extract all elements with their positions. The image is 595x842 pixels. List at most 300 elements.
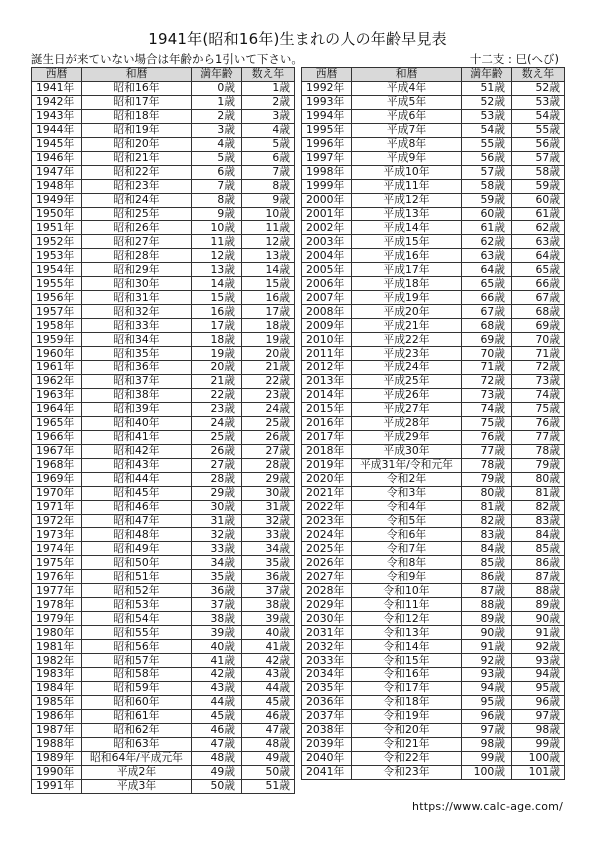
table-row <box>32 81 295 95</box>
japanese-era-cell: 昭和46年 <box>82 500 192 514</box>
table-row <box>302 556 565 570</box>
western-year-cell: 1950年 <box>32 207 82 221</box>
japanese-era-cell: 昭和45年 <box>82 486 192 500</box>
kazoe-age-cell: 59歳 <box>512 179 565 193</box>
western-year-cell: 2034年 <box>302 667 352 681</box>
western-year-cell: 1968年 <box>32 458 82 472</box>
japanese-era-cell: 令和21年 <box>352 737 462 751</box>
table-row <box>32 109 295 123</box>
western-year-cell: 2024年 <box>302 528 352 542</box>
kazoe-age-cell: 94歳 <box>512 667 565 681</box>
kazoe-age-cell: 18歳 <box>242 319 295 333</box>
table-row <box>302 472 565 486</box>
kazoe-age-cell: 92歳 <box>512 640 565 654</box>
kazoe-age-cell: 37歳 <box>242 584 295 598</box>
header-western-year: 西暦 <box>32 68 82 82</box>
full-age-cell: 88歳 <box>462 598 512 612</box>
full-age-cell: 83歳 <box>462 528 512 542</box>
age-table-right <box>301 67 565 780</box>
kazoe-age-cell: 53歳 <box>512 95 565 109</box>
western-year-cell: 2023年 <box>302 514 352 528</box>
full-age-cell: 5歳 <box>192 151 242 165</box>
western-year-cell: 1986年 <box>32 709 82 723</box>
japanese-era-cell: 昭和36年 <box>82 361 192 375</box>
full-age-cell: 46歳 <box>192 723 242 737</box>
header-western-year: 西暦 <box>302 68 352 82</box>
kazoe-age-cell: 67歳 <box>512 291 565 305</box>
japanese-era-cell: 昭和51年 <box>82 570 192 584</box>
japanese-era-cell: 令和4年 <box>352 500 462 514</box>
table-row <box>32 165 295 179</box>
japanese-era-cell: 令和15年 <box>352 654 462 668</box>
kazoe-age-cell: 44歳 <box>242 681 295 695</box>
kazoe-age-cell: 68歳 <box>512 305 565 319</box>
full-age-cell: 22歳 <box>192 388 242 402</box>
table-row <box>302 444 565 458</box>
table-row <box>302 737 565 751</box>
japanese-era-cell: 令和5年 <box>352 514 462 528</box>
western-year-cell: 2010年 <box>302 333 352 347</box>
japanese-era-cell: 昭和61年 <box>82 709 192 723</box>
western-year-cell: 1942年 <box>32 95 82 109</box>
full-age-cell: 14歳 <box>192 277 242 291</box>
kazoe-age-cell: 95歳 <box>512 681 565 695</box>
table-row <box>32 737 295 751</box>
kazoe-age-cell: 66歳 <box>512 277 565 291</box>
full-age-cell: 39歳 <box>192 626 242 640</box>
kazoe-age-cell: 62歳 <box>512 221 565 235</box>
japanese-era-cell: 昭和50年 <box>82 556 192 570</box>
table-row <box>32 291 295 305</box>
full-age-cell: 96歳 <box>462 709 512 723</box>
japanese-era-cell: 令和8年 <box>352 556 462 570</box>
table-row <box>302 374 565 388</box>
table-row <box>302 486 565 500</box>
japanese-era-cell: 昭和43年 <box>82 458 192 472</box>
japanese-era-cell: 平成26年 <box>352 388 462 402</box>
western-year-cell: 1981年 <box>32 640 82 654</box>
japanese-era-cell: 昭和59年 <box>82 681 192 695</box>
full-age-cell: 20歳 <box>192 361 242 375</box>
table-row <box>302 165 565 179</box>
full-age-cell: 53歳 <box>462 109 512 123</box>
kazoe-age-cell: 89歳 <box>512 598 565 612</box>
full-age-cell: 59歳 <box>462 193 512 207</box>
kazoe-age-cell: 28歳 <box>242 458 295 472</box>
japanese-era-cell: 昭和62年 <box>82 723 192 737</box>
japanese-era-cell: 平成17年 <box>352 263 462 277</box>
kazoe-age-cell: 97歳 <box>512 709 565 723</box>
kazoe-age-cell: 25歳 <box>242 416 295 430</box>
western-year-cell: 2003年 <box>302 235 352 249</box>
kazoe-age-cell: 56歳 <box>512 137 565 151</box>
japanese-era-cell: 平成21年 <box>352 319 462 333</box>
full-age-cell: 47歳 <box>192 737 242 751</box>
table-row <box>32 598 295 612</box>
western-year-cell: 2015年 <box>302 402 352 416</box>
full-age-cell: 56歳 <box>462 151 512 165</box>
full-age-cell: 67歳 <box>462 305 512 319</box>
table-row <box>302 402 565 416</box>
japanese-era-cell: 令和14年 <box>352 640 462 654</box>
table-row <box>32 556 295 570</box>
western-year-cell: 2037年 <box>302 709 352 723</box>
full-age-cell: 3歳 <box>192 123 242 137</box>
table-row <box>32 249 295 263</box>
full-age-cell: 63歳 <box>462 249 512 263</box>
table-row <box>32 514 295 528</box>
table-row <box>302 179 565 193</box>
kazoe-age-cell: 75歳 <box>512 402 565 416</box>
full-age-cell: 45歳 <box>192 709 242 723</box>
table-row <box>32 779 295 793</box>
kazoe-age-cell: 82歳 <box>512 500 565 514</box>
western-year-cell: 2035年 <box>302 681 352 695</box>
table-row <box>302 277 565 291</box>
table-row <box>32 723 295 737</box>
western-year-cell: 1948年 <box>32 179 82 193</box>
table-row <box>32 626 295 640</box>
kazoe-age-cell: 16歳 <box>242 291 295 305</box>
japanese-era-cell: 昭和56年 <box>82 640 192 654</box>
table-row <box>32 416 295 430</box>
full-age-cell: 62歳 <box>462 235 512 249</box>
kazoe-age-cell: 23歳 <box>242 388 295 402</box>
western-year-cell: 2009年 <box>302 319 352 333</box>
table-row <box>302 305 565 319</box>
table-row <box>32 612 295 626</box>
western-year-cell: 2038年 <box>302 723 352 737</box>
full-age-cell: 87歳 <box>462 584 512 598</box>
western-year-cell: 1996年 <box>302 137 352 151</box>
western-year-cell: 1943年 <box>32 109 82 123</box>
western-year-cell: 2004年 <box>302 249 352 263</box>
kazoe-age-cell: 74歳 <box>512 388 565 402</box>
kazoe-age-cell: 72歳 <box>512 361 565 375</box>
japanese-era-cell: 平成20年 <box>352 305 462 319</box>
table-header-row <box>302 68 565 82</box>
kazoe-age-cell: 90歳 <box>512 612 565 626</box>
japanese-era-cell: 平成15年 <box>352 235 462 249</box>
japanese-era-cell: 昭和26年 <box>82 221 192 235</box>
table-row <box>302 291 565 305</box>
full-age-cell: 71歳 <box>462 361 512 375</box>
western-year-cell: 1976年 <box>32 570 82 584</box>
table-row <box>32 584 295 598</box>
western-year-cell: 1953年 <box>32 249 82 263</box>
western-year-cell: 1992年 <box>302 81 352 95</box>
kazoe-age-cell: 78歳 <box>512 444 565 458</box>
full-age-cell: 1歳 <box>192 95 242 109</box>
japanese-era-cell: 令和23年 <box>352 765 462 779</box>
table-row <box>32 123 295 137</box>
japanese-era-cell: 昭和20年 <box>82 137 192 151</box>
full-age-cell: 23歳 <box>192 402 242 416</box>
kazoe-age-cell: 20歳 <box>242 347 295 361</box>
table-row <box>302 333 565 347</box>
japanese-era-cell: 平成30年 <box>352 444 462 458</box>
japanese-era-cell: 平成18年 <box>352 277 462 291</box>
western-year-cell: 1970年 <box>32 486 82 500</box>
full-age-cell: 30歳 <box>192 500 242 514</box>
full-age-cell: 86歳 <box>462 570 512 584</box>
western-year-cell: 2005年 <box>302 263 352 277</box>
full-age-cell: 40歳 <box>192 640 242 654</box>
western-year-cell: 1972年 <box>32 514 82 528</box>
full-age-cell: 24歳 <box>192 416 242 430</box>
kazoe-age-cell: 36歳 <box>242 570 295 584</box>
full-age-cell: 70歳 <box>462 347 512 361</box>
table-row <box>302 319 565 333</box>
kazoe-age-cell: 76歳 <box>512 416 565 430</box>
kazoe-age-cell: 22歳 <box>242 374 295 388</box>
japanese-era-cell: 昭和58年 <box>82 667 192 681</box>
western-year-cell: 1975年 <box>32 556 82 570</box>
japanese-era-cell: 令和20年 <box>352 723 462 737</box>
western-year-cell: 2020年 <box>302 472 352 486</box>
table-row <box>32 542 295 556</box>
full-age-cell: 79歳 <box>462 472 512 486</box>
western-year-cell: 1990年 <box>32 765 82 779</box>
kazoe-age-cell: 15歳 <box>242 277 295 291</box>
table-row <box>32 207 295 221</box>
western-year-cell: 2011年 <box>302 347 352 361</box>
western-year-cell: 1985年 <box>32 695 82 709</box>
kazoe-age-cell: 50歳 <box>242 765 295 779</box>
full-age-cell: 4歳 <box>192 137 242 151</box>
table-row <box>32 472 295 486</box>
japanese-era-cell: 平成24年 <box>352 361 462 375</box>
japanese-era-cell: 令和22年 <box>352 751 462 765</box>
table-row <box>302 347 565 361</box>
western-year-cell: 2016年 <box>302 416 352 430</box>
western-year-cell: 2026年 <box>302 556 352 570</box>
japanese-era-cell: 昭和38年 <box>82 388 192 402</box>
western-year-cell: 2039年 <box>302 737 352 751</box>
japanese-era-cell: 昭和33年 <box>82 319 192 333</box>
full-age-cell: 27歳 <box>192 458 242 472</box>
full-age-cell: 43歳 <box>192 681 242 695</box>
kazoe-age-cell: 88歳 <box>512 584 565 598</box>
japanese-era-cell: 令和7年 <box>352 542 462 556</box>
japanese-era-cell: 昭和31年 <box>82 291 192 305</box>
table-row <box>32 402 295 416</box>
japanese-era-cell: 昭和22年 <box>82 165 192 179</box>
western-year-cell: 1978年 <box>32 598 82 612</box>
western-year-cell: 1958年 <box>32 319 82 333</box>
kazoe-age-cell: 21歳 <box>242 361 295 375</box>
western-year-cell: 2014年 <box>302 388 352 402</box>
japanese-era-cell: 昭和54年 <box>82 612 192 626</box>
full-age-cell: 10歳 <box>192 221 242 235</box>
western-year-cell: 1997年 <box>302 151 352 165</box>
kazoe-age-cell: 41歳 <box>242 640 295 654</box>
western-year-cell: 1982年 <box>32 654 82 668</box>
japanese-era-cell: 昭和17年 <box>82 95 192 109</box>
full-age-cell: 64歳 <box>462 263 512 277</box>
table-row <box>32 361 295 375</box>
table-row <box>302 681 565 695</box>
zodiac-label: 十二支 : 巳(へび) <box>469 52 559 66</box>
kazoe-age-cell: 58歳 <box>512 165 565 179</box>
table-row <box>32 709 295 723</box>
full-age-cell: 0歳 <box>192 81 242 95</box>
kazoe-age-cell: 4歳 <box>242 123 295 137</box>
kazoe-age-cell: 93歳 <box>512 654 565 668</box>
western-year-cell: 1949年 <box>32 193 82 207</box>
kazoe-age-cell: 86歳 <box>512 556 565 570</box>
table-row <box>302 654 565 668</box>
table-row <box>302 263 565 277</box>
japanese-era-cell: 令和19年 <box>352 709 462 723</box>
full-age-cell: 41歳 <box>192 654 242 668</box>
western-year-cell: 1947年 <box>32 165 82 179</box>
japanese-era-cell: 昭和48年 <box>82 528 192 542</box>
table-row <box>32 681 295 695</box>
western-year-cell: 2036年 <box>302 695 352 709</box>
table-row <box>302 416 565 430</box>
header-japanese-era: 和暦 <box>82 68 192 82</box>
table-row <box>302 695 565 709</box>
kazoe-age-cell: 48歳 <box>242 737 295 751</box>
kazoe-age-cell: 9歳 <box>242 193 295 207</box>
site-url: https://www.calc-age.com/ <box>412 800 563 813</box>
table-row <box>302 528 565 542</box>
western-year-cell: 2031年 <box>302 626 352 640</box>
full-age-cell: 98歳 <box>462 737 512 751</box>
full-age-cell: 77歳 <box>462 444 512 458</box>
table-row <box>302 123 565 137</box>
full-age-cell: 2歳 <box>192 109 242 123</box>
kazoe-age-cell: 65歳 <box>512 263 565 277</box>
table-row <box>32 193 295 207</box>
japanese-era-cell: 平成3年 <box>82 779 192 793</box>
full-age-cell: 75歳 <box>462 416 512 430</box>
table-row <box>302 430 565 444</box>
kazoe-age-cell: 96歳 <box>512 695 565 709</box>
japanese-era-cell: 平成16年 <box>352 249 462 263</box>
japanese-era-cell: 令和2年 <box>352 472 462 486</box>
kazoe-age-cell: 10歳 <box>242 207 295 221</box>
western-year-cell: 1965年 <box>32 416 82 430</box>
japanese-era-cell: 平成27年 <box>352 402 462 416</box>
kazoe-age-cell: 85歳 <box>512 542 565 556</box>
table-row <box>32 305 295 319</box>
full-age-cell: 51歳 <box>462 81 512 95</box>
japanese-era-cell: 平成13年 <box>352 207 462 221</box>
western-year-cell: 1961年 <box>32 361 82 375</box>
western-year-cell: 1988年 <box>32 737 82 751</box>
table-row <box>302 458 565 472</box>
kazoe-age-cell: 46歳 <box>242 709 295 723</box>
table-row <box>32 277 295 291</box>
table-row <box>32 137 295 151</box>
kazoe-age-cell: 84歳 <box>512 528 565 542</box>
birthday-note: 誕生日が来ていない場合は年齢から1引いて下さい。 <box>31 52 303 66</box>
kazoe-age-cell: 14歳 <box>242 263 295 277</box>
western-year-cell: 1993年 <box>302 95 352 109</box>
kazoe-age-cell: 42歳 <box>242 654 295 668</box>
kazoe-age-cell: 81歳 <box>512 486 565 500</box>
table-row <box>32 695 295 709</box>
table-row <box>302 765 565 779</box>
kazoe-age-cell: 45歳 <box>242 695 295 709</box>
kazoe-age-cell: 43歳 <box>242 667 295 681</box>
japanese-era-cell: 令和11年 <box>352 598 462 612</box>
full-age-cell: 19歳 <box>192 347 242 361</box>
kazoe-age-cell: 17歳 <box>242 305 295 319</box>
full-age-cell: 92歳 <box>462 654 512 668</box>
full-age-cell: 72歳 <box>462 374 512 388</box>
japanese-era-cell: 令和3年 <box>352 486 462 500</box>
table-row <box>302 709 565 723</box>
japanese-era-cell: 平成29年 <box>352 430 462 444</box>
header-full-age: 満年齢 <box>192 68 242 82</box>
full-age-cell: 93歳 <box>462 667 512 681</box>
japanese-era-cell: 昭和40年 <box>82 416 192 430</box>
full-age-cell: 35歳 <box>192 570 242 584</box>
western-year-cell: 2007年 <box>302 291 352 305</box>
western-year-cell: 1962年 <box>32 374 82 388</box>
western-year-cell: 1994年 <box>302 109 352 123</box>
full-age-cell: 29歳 <box>192 486 242 500</box>
western-year-cell: 2012年 <box>302 361 352 375</box>
full-age-cell: 48歳 <box>192 751 242 765</box>
full-age-cell: 44歳 <box>192 695 242 709</box>
full-age-cell: 42歳 <box>192 667 242 681</box>
full-age-cell: 69歳 <box>462 333 512 347</box>
kazoe-age-cell: 11歳 <box>242 221 295 235</box>
full-age-cell: 32歳 <box>192 528 242 542</box>
table-row <box>32 444 295 458</box>
header-kazoe-age: 数え年 <box>242 68 295 82</box>
full-age-cell: 54歳 <box>462 123 512 137</box>
table-row <box>302 584 565 598</box>
table-row <box>302 151 565 165</box>
table-row <box>302 249 565 263</box>
kazoe-age-cell: 87歳 <box>512 570 565 584</box>
japanese-era-cell: 令和17年 <box>352 681 462 695</box>
kazoe-age-cell: 99歳 <box>512 737 565 751</box>
japanese-era-cell: 平成2年 <box>82 765 192 779</box>
table-row <box>32 500 295 514</box>
japanese-era-cell: 平成10年 <box>352 165 462 179</box>
western-year-cell: 2013年 <box>302 374 352 388</box>
western-year-cell: 1998年 <box>302 165 352 179</box>
table-row <box>32 751 295 765</box>
full-age-cell: 28歳 <box>192 472 242 486</box>
western-year-cell: 1999年 <box>302 179 352 193</box>
japanese-era-cell: 昭和30年 <box>82 277 192 291</box>
full-age-cell: 65歳 <box>462 277 512 291</box>
japanese-era-cell: 平成25年 <box>352 374 462 388</box>
kazoe-age-cell: 101歳 <box>512 765 565 779</box>
western-year-cell: 1951年 <box>32 221 82 235</box>
table-row <box>32 528 295 542</box>
table-row <box>32 765 295 779</box>
kazoe-age-cell: 63歳 <box>512 235 565 249</box>
kazoe-age-cell: 49歳 <box>242 751 295 765</box>
western-year-cell: 2021年 <box>302 486 352 500</box>
full-age-cell: 9歳 <box>192 207 242 221</box>
table-row <box>302 193 565 207</box>
japanese-era-cell: 令和18年 <box>352 695 462 709</box>
table-row <box>32 388 295 402</box>
kazoe-age-cell: 7歳 <box>242 165 295 179</box>
japanese-era-cell: 平成11年 <box>352 179 462 193</box>
kazoe-age-cell: 19歳 <box>242 333 295 347</box>
japanese-era-cell: 昭和25年 <box>82 207 192 221</box>
